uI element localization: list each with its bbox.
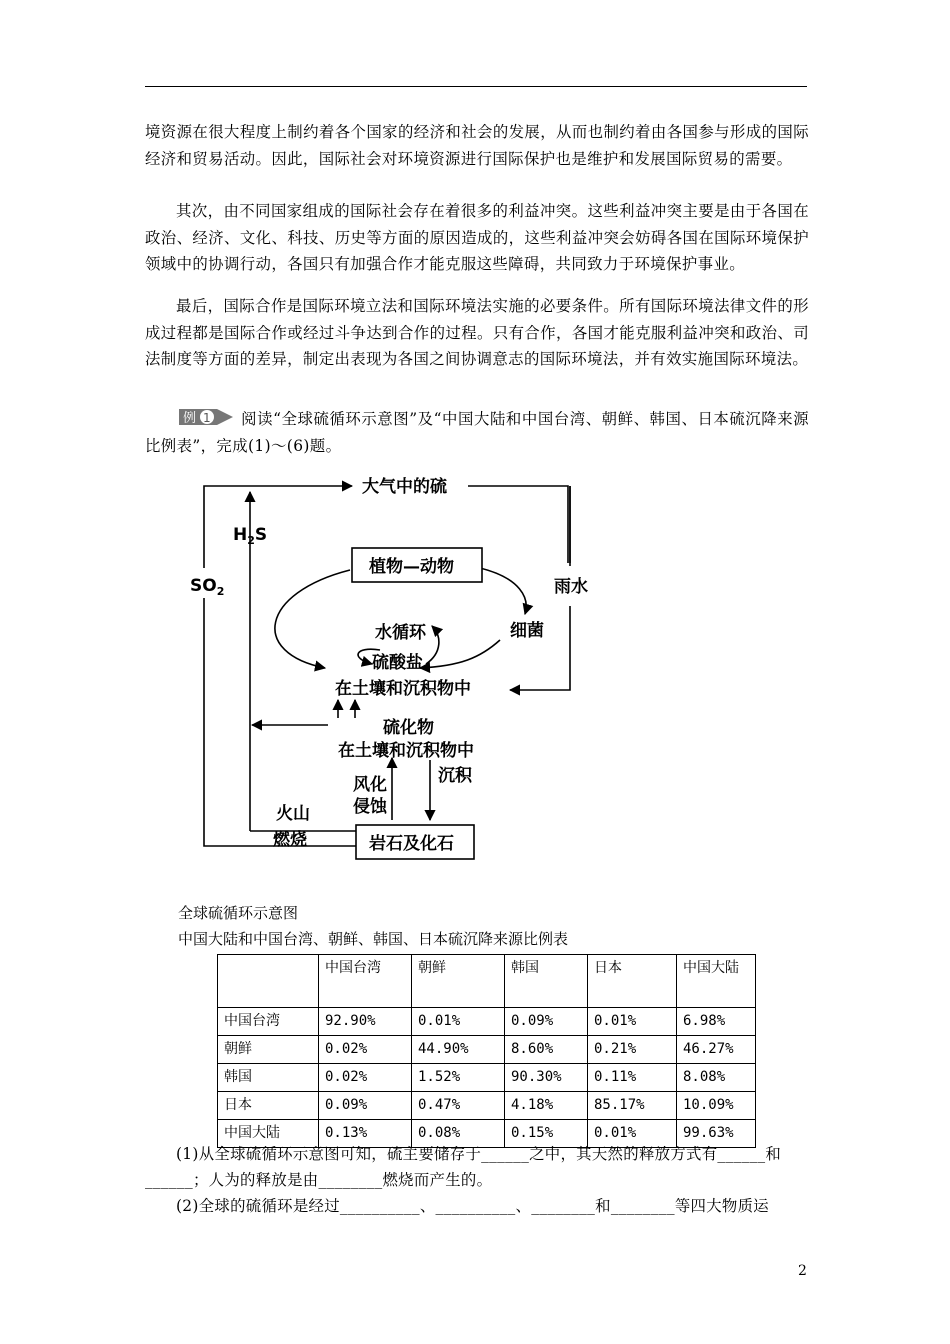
table-cell: 0.09% — [319, 1092, 412, 1120]
bacteria-label: 细菌 — [510, 621, 544, 641]
so2-label: $SO_2$ — [190, 576, 225, 598]
svg-text:1: 1 — [203, 411, 212, 425]
sulfate-label: 硫酸盐 — [372, 653, 423, 673]
table-cell: 1.52% — [412, 1064, 505, 1092]
table-cell: 0.09% — [505, 1008, 588, 1036]
table-header-cell — [218, 955, 319, 1008]
table-cell: 0.01% — [588, 1008, 677, 1036]
sulfur-source-table — [217, 954, 756, 1148]
h2s-label: $H_2S$ — [233, 525, 268, 547]
table-cell: 日本 — [218, 1092, 319, 1120]
table-cell: 0.01% — [412, 1008, 505, 1036]
table-cell: 6.98% — [677, 1008, 756, 1036]
example-intro — [145, 406, 809, 459]
water-cycle-label: 水循环 — [375, 623, 426, 643]
table-cell: 8.60% — [505, 1036, 588, 1064]
table-row — [218, 1092, 756, 1120]
table-caption: 中国大陆和中国台湾、朝鲜、韩国、日本硫沉降来源比例表 — [178, 930, 569, 948]
table-header-cell: 朝鲜 — [412, 955, 505, 1008]
example-text: 阅读“全球硫循环示意图”及“中国大陆和中国台湾、朝鲜、韩国、日本硫沉降来源比例表”，完成(1)～(6)题。 — [145, 410, 809, 455]
table-cell: 0.08% — [412, 1120, 505, 1148]
table-header-row — [218, 955, 756, 1008]
plants-label: 植物—动物 — [369, 557, 454, 577]
diagram-caption: 全球硫循环示意图 — [178, 904, 299, 922]
in-soil-label-1: 在土壤和沉积物中 — [335, 679, 471, 699]
table-row — [218, 1064, 756, 1092]
table-row — [218, 1008, 756, 1036]
table-cell: 中国大陆 — [218, 1120, 319, 1148]
table-header-cell: 日本 — [588, 955, 677, 1008]
atmosphere-label: 大气中的硫 — [362, 477, 447, 497]
burning-label: 燃烧 — [273, 830, 307, 850]
table-cell: 99.63% — [677, 1120, 756, 1148]
svg-text:例: 例 — [183, 411, 197, 426]
sulfide-label: 硫化物 — [383, 718, 434, 738]
header-rule — [145, 86, 807, 87]
table-cell: 韩国 — [218, 1064, 319, 1092]
table-cell: 0.02% — [319, 1064, 412, 1092]
table-cell: 0.11% — [588, 1064, 677, 1092]
volcano-label: 火山 — [276, 804, 310, 824]
table-header-cell: 中国大陆 — [677, 955, 756, 1008]
table-cell: 44.90% — [412, 1036, 505, 1064]
table-cell: 90.30% — [505, 1064, 588, 1092]
paragraph-2: 其次，由不同国家组成的国际社会存在着很多的利益冲突。这些利益冲突主要是由于各国在政治、经济、文化、科技、历史等方面的原因造成的，这些利益冲突会妨碍各国在国际环境保护领域中的协调行动，各国只有加强合作才能克服这些障碍，共同致力于环境保护事业。 — [145, 202, 809, 273]
table-header-cell: 韩国 — [505, 955, 588, 1008]
table-cell: 0.13% — [319, 1120, 412, 1148]
in-soil-label-2: 在土壤和沉积物中 — [338, 741, 474, 761]
sulfur-cycle-diagram — [180, 468, 588, 868]
table-cell: 0.01% — [588, 1120, 677, 1148]
page-number: 2 — [798, 1263, 807, 1279]
weathering-label-2: 侵蚀 — [353, 797, 387, 817]
table-cell: 92.90% — [319, 1008, 412, 1036]
table-cell: 4.18% — [505, 1092, 588, 1120]
table-cell: 0.15% — [505, 1120, 588, 1148]
example-badge-icon — [177, 407, 235, 427]
question-2: (2)全球的硫循环是经过__________、__________、________和________等四大物质运 — [176, 1197, 769, 1215]
paragraph-1: 境资源在很大程度上制约着各个国家的经济和社会的发展，从而也制约着由各国参与形成的国际经济和贸易活动。因此，国际社会对环境资源进行国际保护也是维护和发展国际贸易的需要。 — [145, 123, 809, 168]
table-header-cell: 中国台湾 — [319, 955, 412, 1008]
table-cell: 朝鲜 — [218, 1036, 319, 1064]
table-cell: 0.02% — [319, 1036, 412, 1064]
rain-label: 雨水 — [554, 577, 588, 597]
rock-label: 岩石及化石 — [369, 834, 454, 854]
paragraph-3: 最后，国际合作是国际环境立法和国际环境法实施的必要条件。所有国际环境法律文件的形成过程都是国际合作或经过斗争达到合作的过程。只有合作，各国才能克服利益冲突和政治、司法制度等方面的差异，制定出表现为各国之间协调意志的国际环境法，并有效实施国际环境法。 — [145, 297, 809, 368]
deposition-label: 沉积 — [438, 766, 472, 786]
table-cell: 中国台湾 — [218, 1008, 319, 1036]
table-cell: 0.21% — [588, 1036, 677, 1064]
table-cell: 46.27% — [677, 1036, 756, 1064]
weathering-label-1: 风化 — [353, 775, 387, 795]
table-cell: 85.17% — [588, 1092, 677, 1120]
table-row — [218, 1036, 756, 1064]
table-cell: 8.08% — [677, 1064, 756, 1092]
table-cell: 10.09% — [677, 1092, 756, 1120]
table-cell: 0.47% — [412, 1092, 505, 1120]
question-1: (1)从全球硫循环示意图可知，硫主要储存于______之中，其天然的释放方式有______和______；人为的释放是由________燃烧而产生的。 — [145, 1145, 782, 1189]
